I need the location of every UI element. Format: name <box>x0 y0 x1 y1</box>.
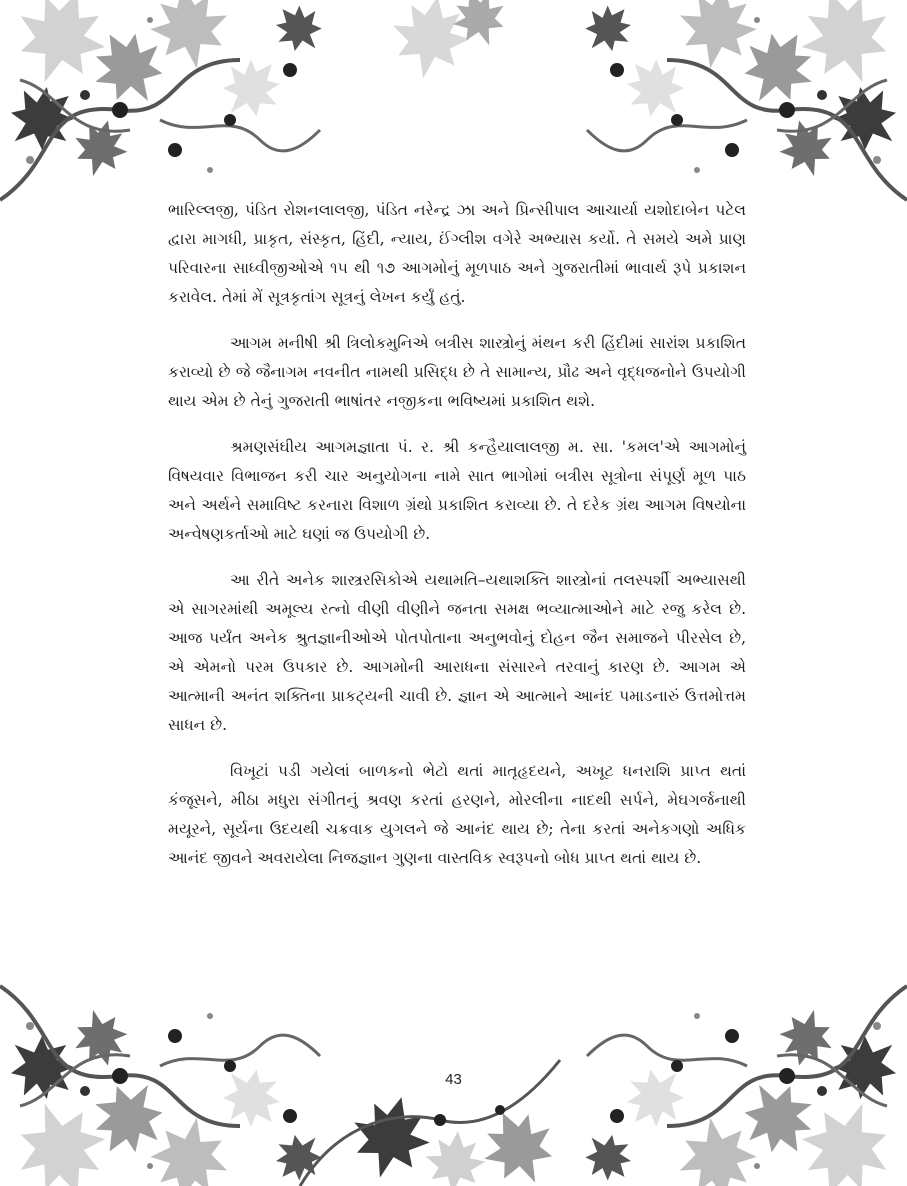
paragraph-4: આ રીતે અનેક શાસ્ત્રરસિકોએ યથામતિ–યથાશક્તિ શાસ્ત્રોનાં તલસ્પર્શી અભ્યાસથી એ સાગરમાંથી અમૂલ્ય રત્નો વીણી વીણીને જનતા સમક્ષ ભવ્યાત્માઓને માટે રજુ કરેલ છે. આજ પર્યંત અનેક શ્રુતજ્ઞાનીઓએ પોતપોતાના અનુભવોનું દોહન જૈન સમાજને પીરસેલ છે, એ એમનો પરમ ઉપકાર છે. આગમોની આરાધના સંસારને તરવાનું કારણ છે. આગમ એ આત્માની અનંત શક્તિના પ્રાકટ્યની ચાવી છે. જ્ઞાન એ આત્માને આનંદ પમાડનારું ઉત્તમોત્તમ સાધન છે. <box>168 571 746 734</box>
paragraph-2: આગમ મનીષી શ્રી ત્રિલોકમુનિએ બત્રીસ શાસ્ત્રોનું મંથન કરી હિંદીમાં સારાંશ પ્રકાશિત કરાવ્યો છે જે જૈનાગમ નવનીત નામથી પ્રસિદ્ધ છે તે સામાન્ય, પ્રૌઢ અને વૃદ્ધજનોને ઉપયોગી થાય એમ છે તેનું ગુજરાતી ભાષાંતર નજીકના ભવિષ્યમાં પ્રકાશિત થશે. <box>168 334 746 410</box>
paragraph-5: વિખૂટાં પડી ગયેલાં બાળકનો ભેટો થતાં માતૃહૃદયને, અખૂટ ધનરાશિ પ્રાપ્ત થતાં કંજૂસને, મીઠા મધુરા સંગીતનું શ્રવણ કરતાં હરણને, મોરલીના નાદથી સર્પને, મેઘગર્જનાથી મયૂરને, સૂર્યના ઉદયથી ચક્રવાક યુગલને જે આનંદ થાય છે; તેના કરતાં અનેકગણો અધિક આનંદ જીવને અવરાયેલા નિજજ્ઞાન ગુણના વાસ્તવિક સ્વરૂપનો બોધ પ્રાપ્ત થતાં થાય છે. <box>168 762 746 867</box>
page-number: 43 <box>445 1071 462 1088</box>
paragraph-3: શ્રમણસંઘીય આગમજ્ઞાતા પં. ર. શ્રી કન્હૈયાલાલજી મ. સા. 'કમલ'એ આગમોનું વિષયવાર વિભાજન કરી ચાર અનુયોગના નામે સાત ભાગોમાં બત્રીસ સૂત્રોના સંપૂર્ણ મૂળ પાઠ અને અર્થને સમાવિષ્ટ કરનારા વિશાળ ગ્રંથો પ્રકાશિત કરાવ્યા છે. તે દરેક ગ્રંથ આગમ વિષયોના અન્વેષણકર્તાઓ માટે ઘણાં જ ઉપયોગી છે. <box>168 438 746 543</box>
paragraph-1: ભારિલ્લજી, પંડિત રોશનલાલજી, પંડિત નરેન્દ્ર ઝા અને પ્રિન્સીપાલ આચાર્યા યશોદાબેન પટેલ દ્વારા માગધી, પ્રાકૃત, સંસ્કૃત, હિંદી, ન્યાય, ઈંગ્લીશ વગેરે અભ્યાસ કર્યો. તે સમયે અમે પ્રાણ પરિવારના સાધ્વીજીઓએ ૧૫ થી ૧૭ આગમોનું મૂળપાઠ અને ગુજરાતીમાં ભાવાર્થ રૂપે પ્રકાશન કરાવેલ. તેમાં મેં સૂત્રકૃતાંગ સૂત્રનું લેખન કર્યું હતું. <box>168 201 746 306</box>
body-text <box>168 196 746 890</box>
